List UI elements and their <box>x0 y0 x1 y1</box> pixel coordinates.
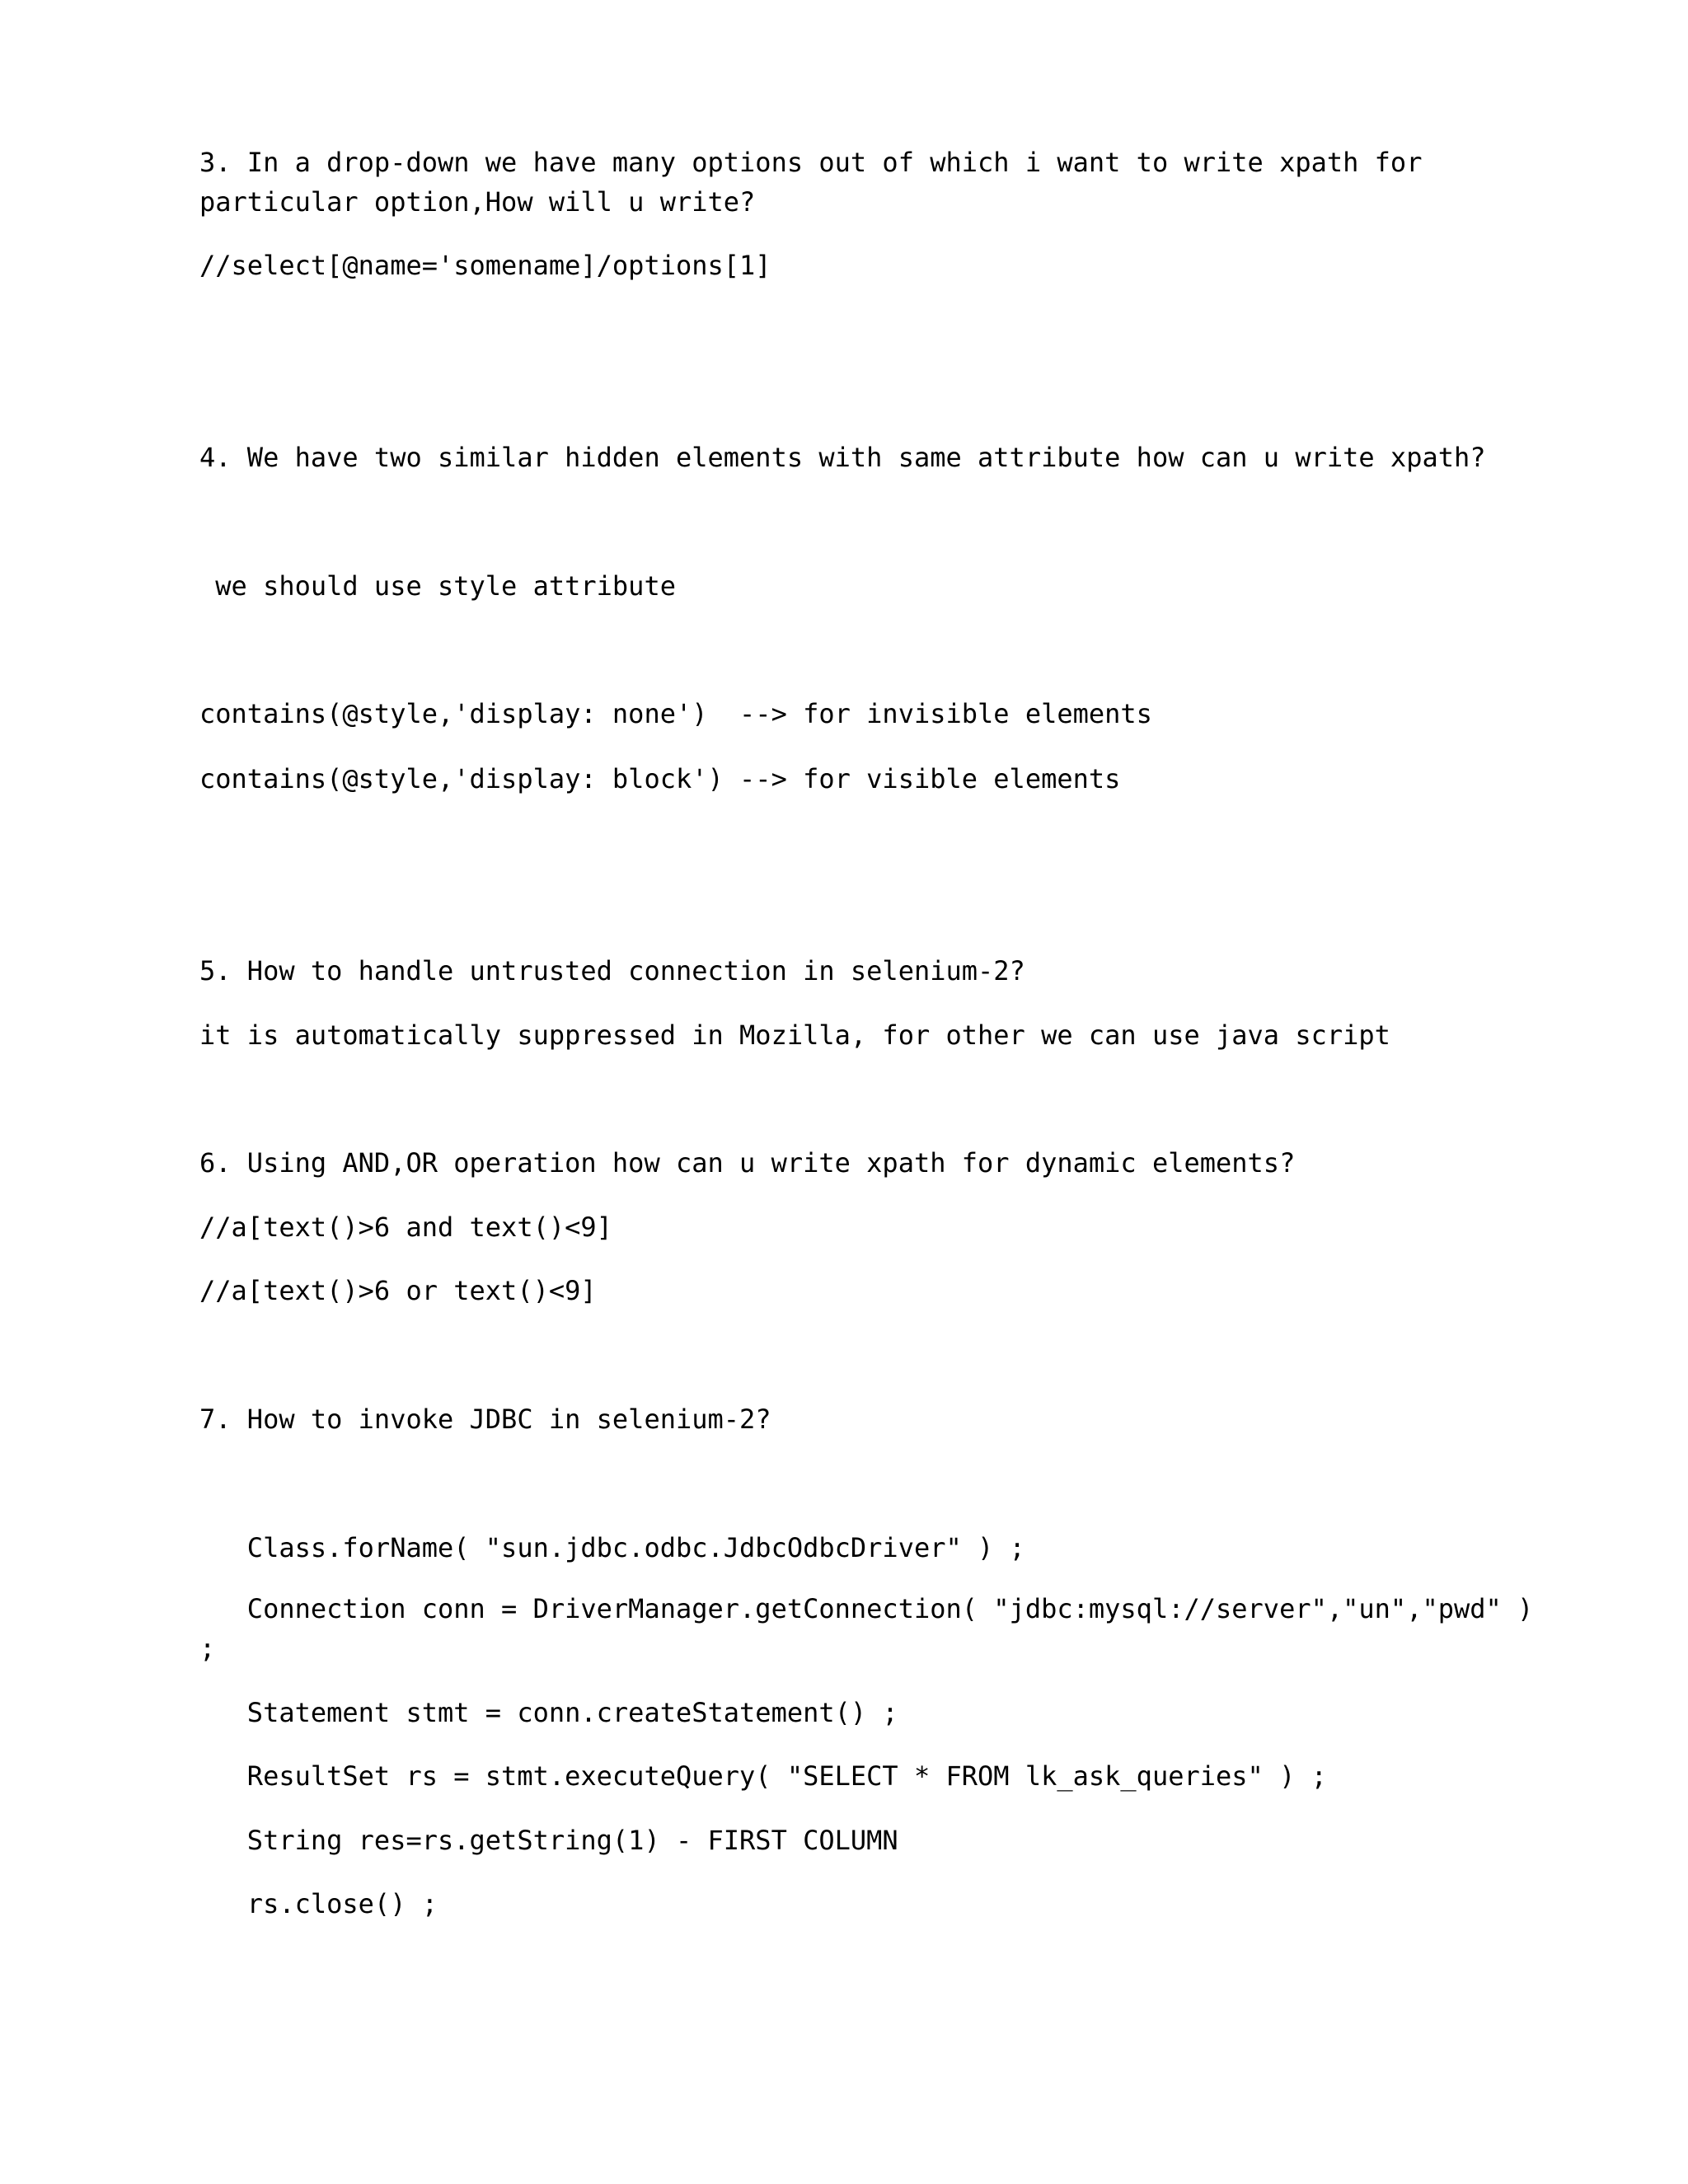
q7-code-line2-cont: ; <box>199 1633 216 1664</box>
q4-answer-intro: we should use style attribute <box>199 570 676 602</box>
q7-question: 7. How to invoke JDBC in selenium-2? <box>199 1404 771 1435</box>
q6-answer-and: //a[text()>6 and text()<9] <box>199 1212 612 1243</box>
q5-question: 5. How to handle untrusted connection in selenium-2? <box>199 955 1025 987</box>
q6-question: 6. Using AND,OR operation how can u write xpath for dynamic elements? <box>199 1147 1296 1179</box>
q7-code-line1: Class.forName( "sun.jdbc.odbc.JdbcOdbcDriver" ) ; <box>199 1532 1025 1563</box>
q7-code-line4: ResultSet rs = stmt.executeQuery( "SELECT * FROM lk_ask_queries" ) ; <box>199 1760 1327 1792</box>
q7-code-line2: Connection conn = DriverManager.getConnection( "jdbc:mysql://server","un","pwd" ) <box>199 1593 1534 1624</box>
q3-question-line2: particular option,How will u write? <box>199 186 756 218</box>
q3-question-line1: 3. In a drop-down we have many options out of which i want to write xpath for <box>199 147 1423 178</box>
q6-answer-or: //a[text()>6 or text()<9] <box>199 1275 597 1306</box>
q5-answer: it is automatically suppressed in Mozilla, for other we can use java script <box>199 1019 1390 1051</box>
q7-code-line6: rs.close() ; <box>199 1888 438 1919</box>
q3-answer: //select[@name='somename]/options[1] <box>199 250 771 281</box>
q4-answer-invisible: contains(@style,'display: none') --> for invisible elements <box>199 698 1152 729</box>
q7-code-line5: String res=rs.getString(1) - FIRST COLUMN <box>199 1825 898 1856</box>
q4-answer-visible: contains(@style,'display: block') --> for visible elements <box>199 763 1121 794</box>
q7-code-line3: Statement stmt = conn.createStatement() ; <box>199 1697 898 1728</box>
q4-question: 4. We have two similar hidden elements with same attribute how can u write xpath? <box>199 442 1486 473</box>
